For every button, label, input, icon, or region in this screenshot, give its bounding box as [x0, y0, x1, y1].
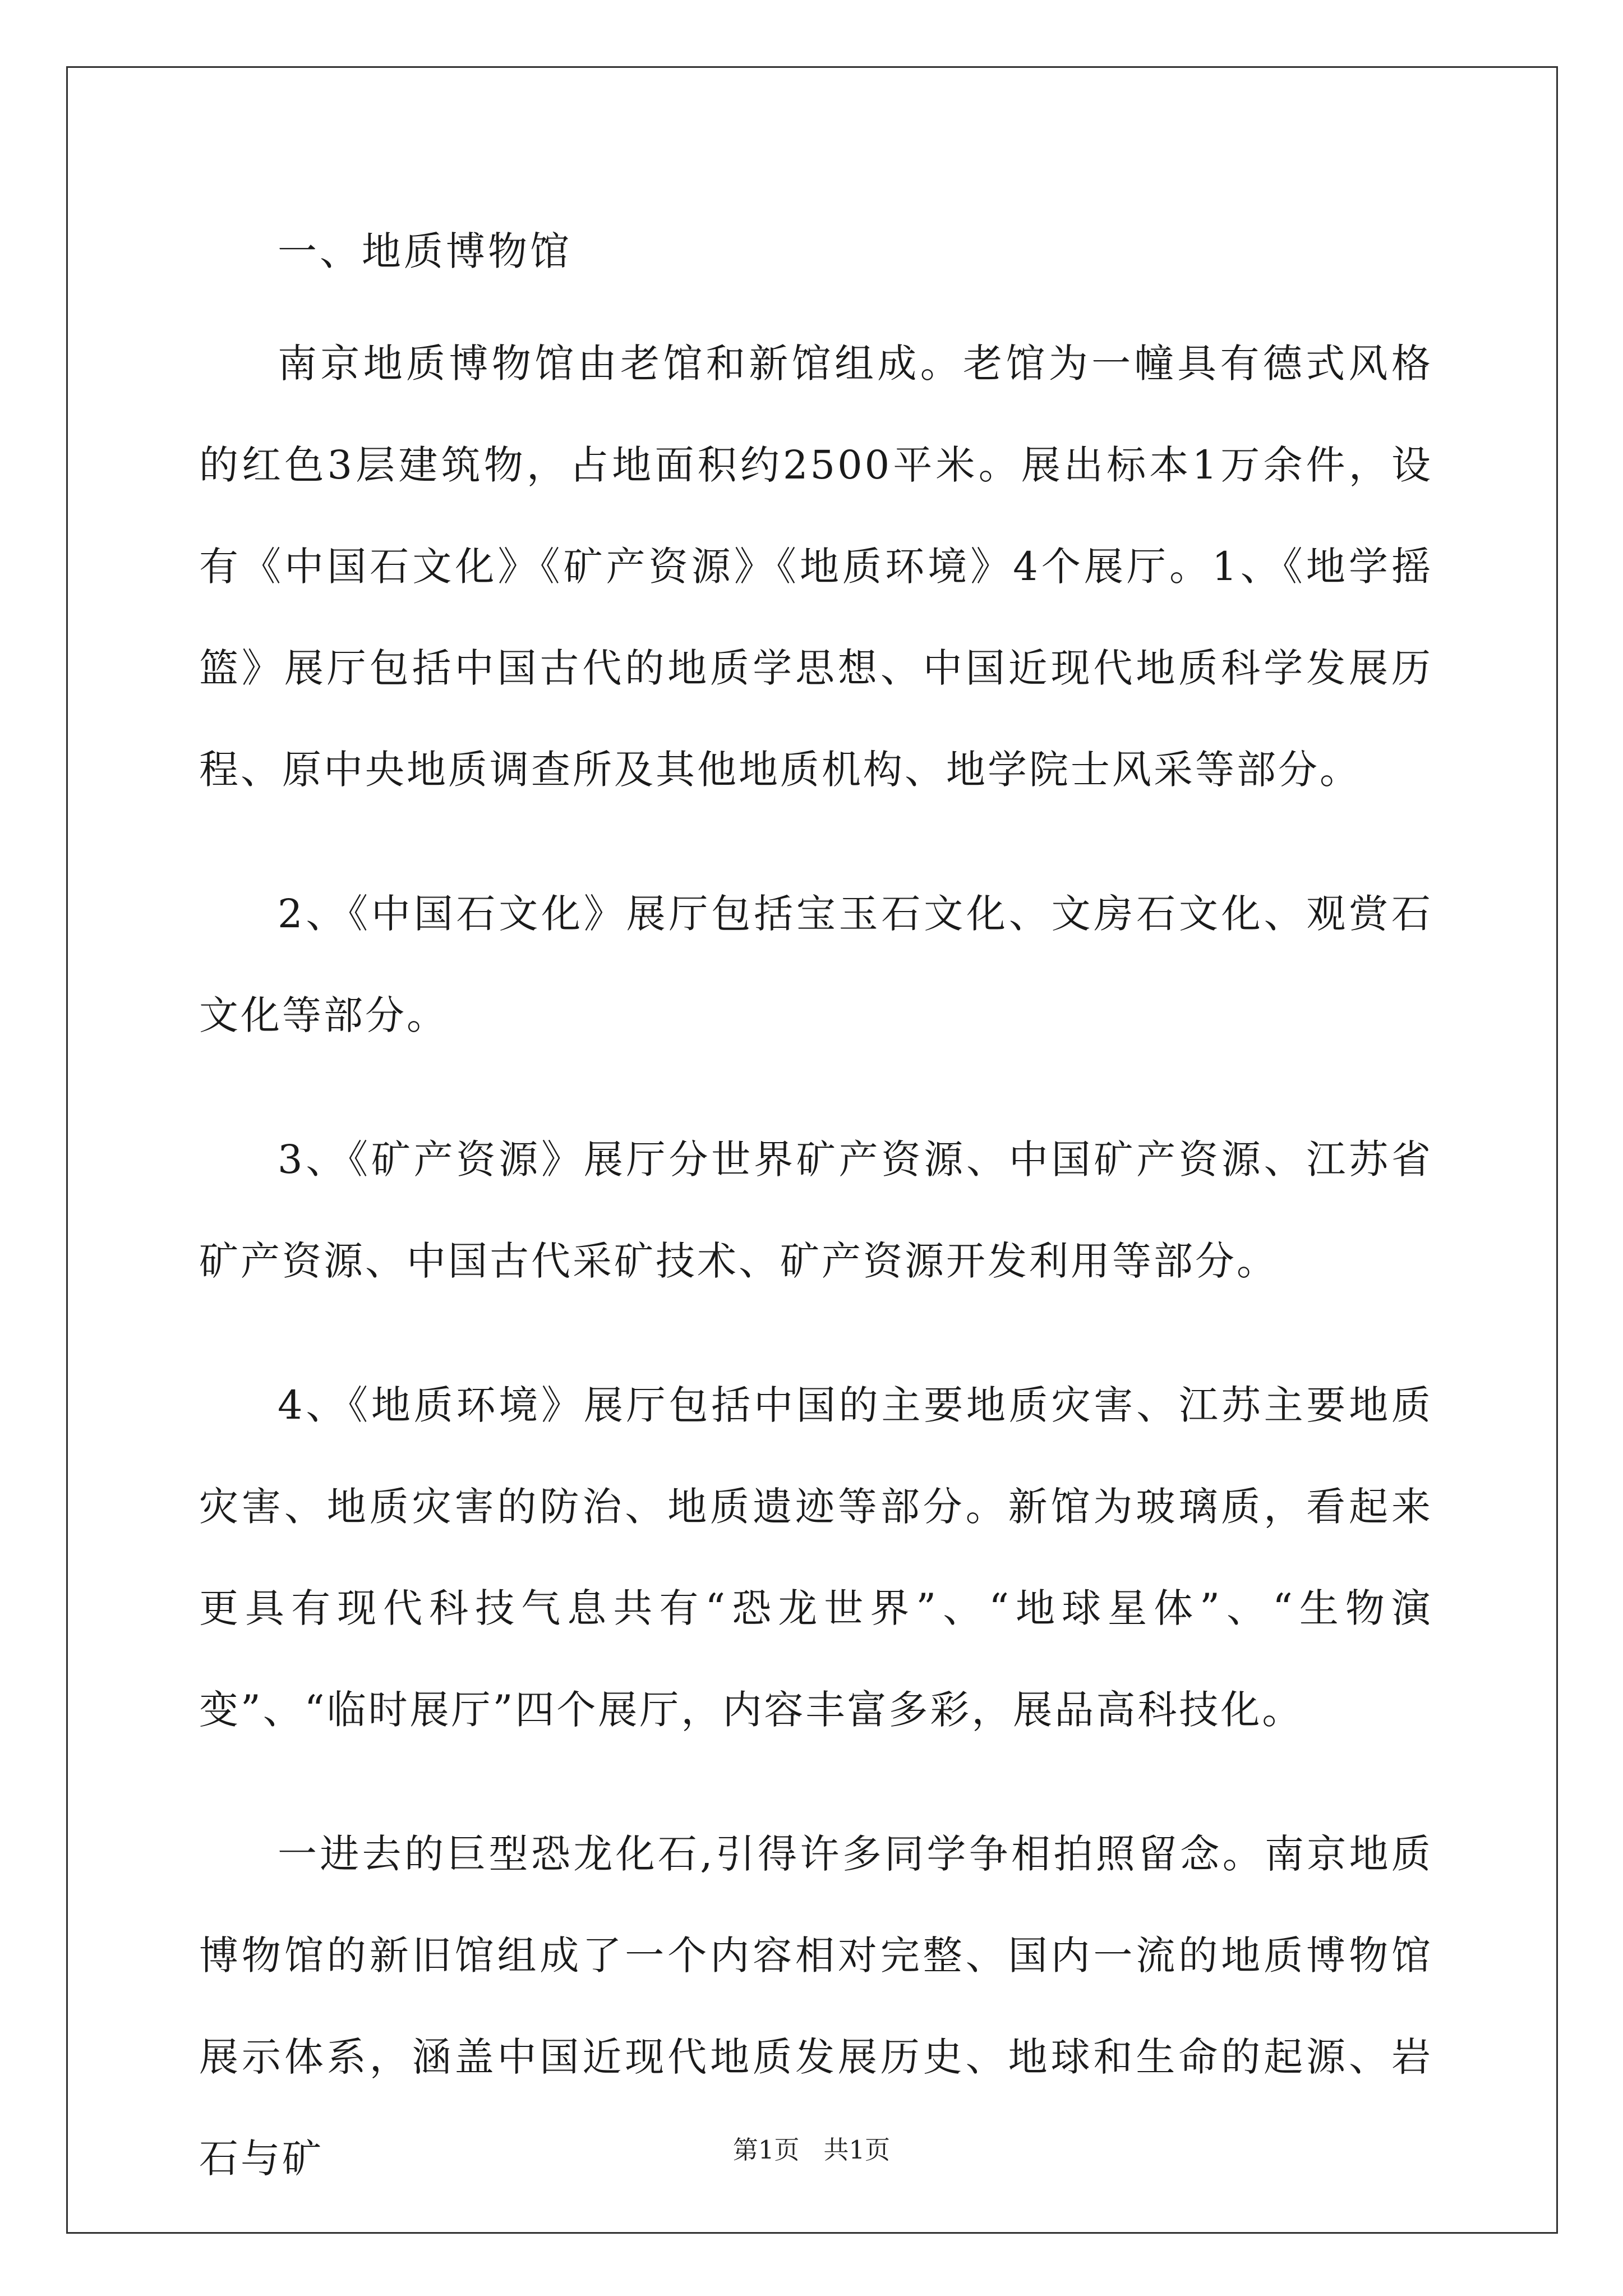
document-body	[199, 223, 1433, 2210]
paragraph-dinosaur-fossil: 一进去的巨型恐龙化石,引得许多同学争相拍照留念。南京地质博物馆的新旧馆组成了一个内容相对完整、国内一流的地质博物馆展示体系，涵盖中国近现代地质发展历史、地球和生命的起源、岩石与矿	[199, 1831, 1433, 2182]
paragraph-intro: 南京地质博物馆由老馆和新馆组成。老馆为一幢具有德式风格的红色3层建筑物，占地面积约2500平米。展出标本1万余件，设有《中国石文化》《矿产资源》《地质环境》4个展厅。1、《地学摇篮》展厅包括中国古代的地质学思想、中国近现代地质科学发展历程、原中央地质调查所及其他地质机构、地学院士风采等部分。	[199, 341, 1433, 793]
paragraph-geological-environment: 4、《地质环境》展厅包括中国的主要地质灾害、江苏主要地质灾害、地质灾害的防治、地质遗迹等部分。新馆为玻璃质，看起来更具有现代科技气息共有“恐龙世界”、“地球星体”、“生物演变”、“临时展厅”四个展厅，内容丰富多彩，展品高科技化。	[199, 1382, 1433, 1733]
section-heading: 一、地质博物馆	[278, 228, 572, 274]
page-footer: 第1页 共1页	[732, 2135, 891, 2165]
paragraph-mineral-resources: 3、《矿产资源》展厅分世界矿产资源、中国矿产资源、江苏省矿产资源、中国古代采矿技术、矿产资源开发利用等部分。	[199, 1137, 1433, 1284]
paragraph-stone-culture: 2、《中国石文化》展厅包括宝玉石文化、文房石文化、观赏石文化等部分。	[199, 891, 1433, 1038]
